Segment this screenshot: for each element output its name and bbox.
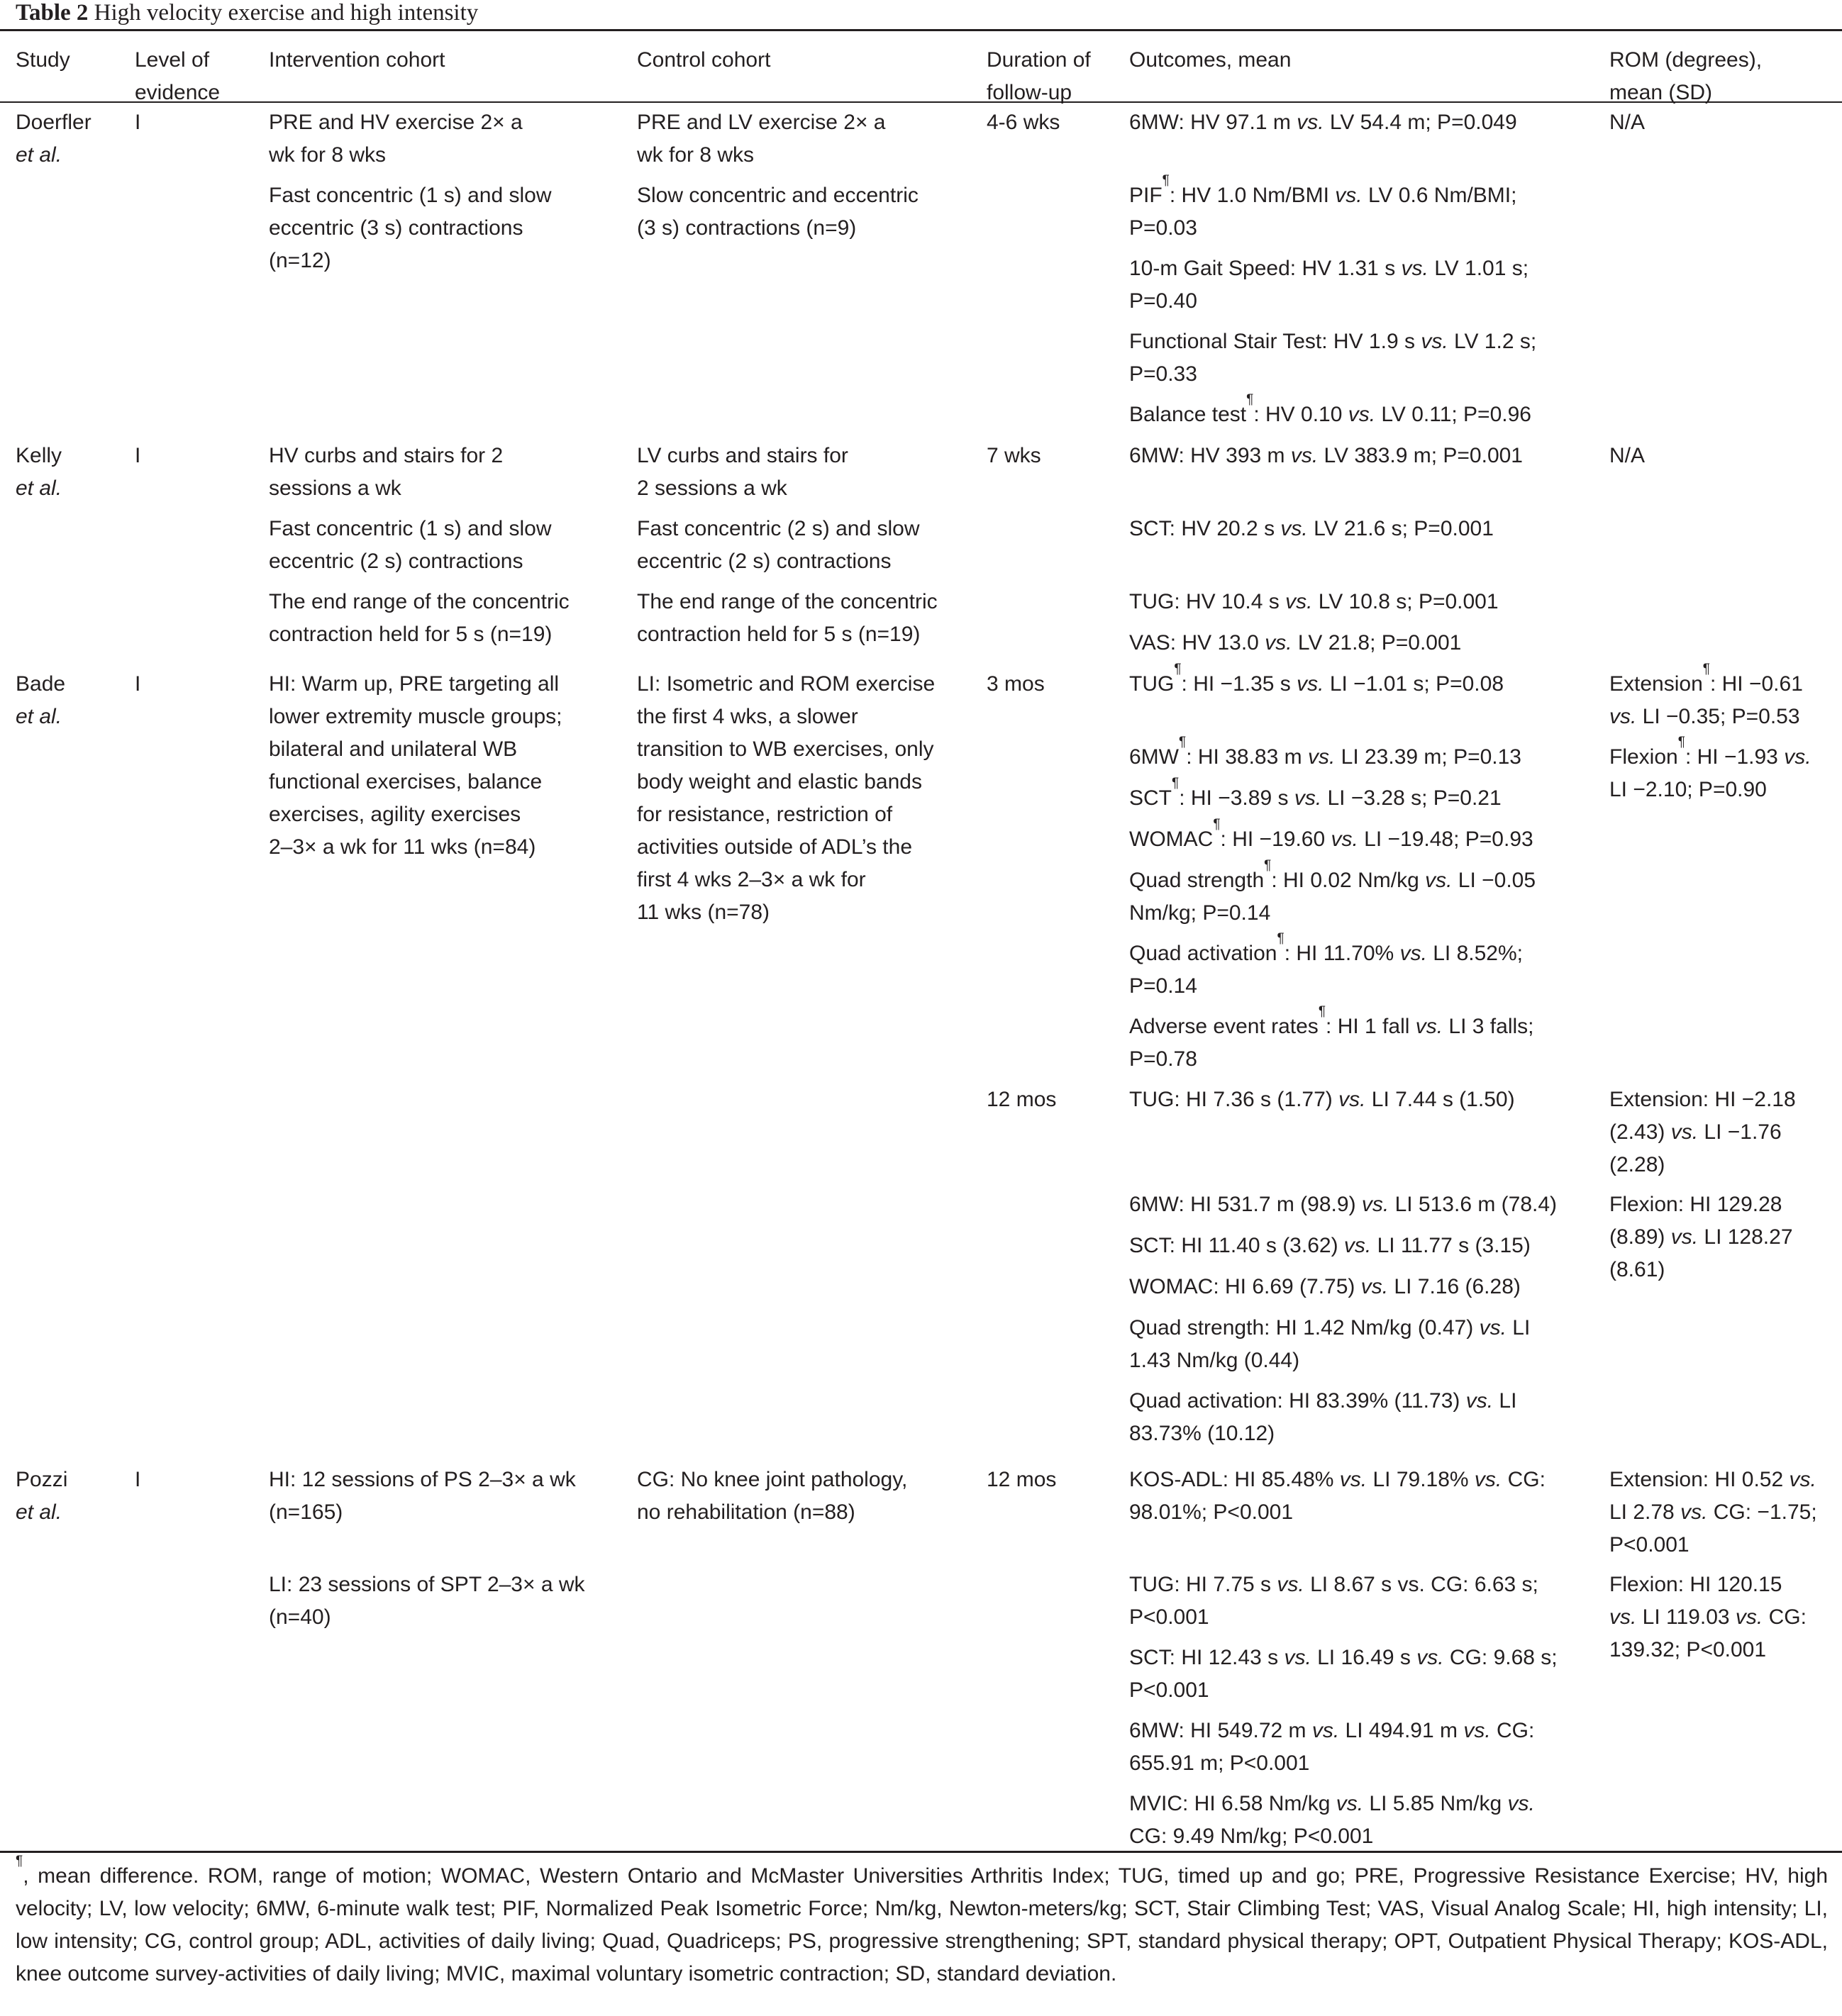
cell-outcome: SCT: HV 20.2 s vs. LV 21.6 s; P=0.001 <box>1129 517 1494 540</box>
cell-duration: 12 mos <box>987 1468 1057 1491</box>
cell-study: Pozzi et al. <box>16 1468 68 1524</box>
header-level-of-evidence: Level of evidence <box>135 48 221 104</box>
cell-rom: Flexion: HI 129.28 (8.89) vs. LI 128.27 (8.61) <box>1609 1193 1793 1281</box>
cell-rom: Extension: HI 0.52 vs. LI 2.78 vs. CG: −1.75; P<0.001 <box>1609 1468 1817 1556</box>
header-outcome: Outcomes, mean <box>1129 48 1292 72</box>
cell-outcome: 6MW: HI 531.7 m (98.9) vs. LI 513.6 m (78.4) <box>1129 1193 1558 1216</box>
cell-outcome: TUG: HI 7.75 s vs. LI 8.67 s vs. CG: 6.63 s; P<0.001 <box>1129 1573 1538 1629</box>
cell-intervention-cohort: LI: 23 sessions of SPT 2–3× a wk (n=40) <box>269 1573 585 1629</box>
cell-intervention-cohort: Fast concentric (1 s) and slow eccentric (3 s) contractions (n=12) <box>269 184 552 272</box>
cell-intervention-cohort: The end range of the concentric contraction held for 5 s (n=19) <box>269 590 570 646</box>
bottom-rule <box>0 1851 1842 1853</box>
cell-control-cohort: The end range of the concentric contraction held for 5 s (n=19) <box>637 590 938 646</box>
header-study: Study <box>16 48 70 72</box>
cell-outcome: Quad activation: HI 83.39% (11.73) vs. LI 83.73% (10.12) <box>1129 1389 1517 1445</box>
cell-study: Bade et al. <box>16 672 66 728</box>
cell-outcome: WOMAC: HI 6.69 (7.75) vs. LI 7.16 (6.28) <box>1129 1275 1521 1298</box>
cell-duration: 7 wks <box>987 444 1041 467</box>
cell-outcome: Balance test¶: HV 0.10 vs. LV 0.11; P=0.96 <box>1129 392 1531 426</box>
cell-study: Kelly et al. <box>16 444 62 500</box>
cell-intervention-cohort: HI: 12 sessions of PS 2–3× a wk (n=165) <box>269 1468 576 1524</box>
cell-outcome: SCT: HI 12.43 s vs. LI 16.49 s vs. CG: 9.68 s; P<0.001 <box>1129 1646 1558 1702</box>
cell-control-cohort: LI: Isometric and ROM exercise the first 4 wks, a slower transition to WB exercises, only body weight and elastic bands for resistance, restriction of activities outside of ADL’s the first 4 wks 2–3× a wk for 11 wks (n=78) <box>637 672 936 924</box>
cell-outcome: TUG: HI 7.36 s (1.77) vs. LI 7.44 s (1.50) <box>1129 1088 1515 1111</box>
cell-outcome: 6MW: HV 97.1 m vs. LV 54.4 m; P=0.049 <box>1129 111 1517 134</box>
cell-rom: Flexion: HI 120.15 vs. LI 119.03 vs. CG: 139.32; P<0.001 <box>1609 1573 1807 1661</box>
cell-study: Doerfler et al. <box>16 111 91 167</box>
cell-level-of-evidence: I <box>135 672 141 696</box>
cell-outcome: 10-m Gait Speed: HV 1.31 s vs. LV 1.01 s; P=0.40 <box>1129 257 1529 313</box>
header-control-cohort: Control cohort <box>637 48 771 72</box>
header-duration: Duration of follow-up <box>987 48 1091 104</box>
table-caption <box>16 0 478 26</box>
cell-outcome: 6MW¶: HI 38.83 m vs. LI 23.39 m; P=0.13 <box>1129 735 1521 769</box>
cell-outcome: SCT¶: HI −3.89 s vs. LI −3.28 s; P=0.21 <box>1129 776 1502 810</box>
cell-rom: N/A <box>1609 111 1646 134</box>
top-rule <box>0 29 1842 31</box>
cell-outcome: Quad activation¶: HI 11.70% vs. LI 8.52%; P=0.14 <box>1129 931 1523 998</box>
table-title: High velocity exercise and high intensity <box>94 0 479 26</box>
cell-outcome: MVIC: HI 6.58 Nm/kg vs. LI 5.85 Nm/kg vs. CG: 9.49 Nm/kg; P<0.001 <box>1129 1792 1535 1848</box>
cell-control-cohort: LV curbs and stairs for 2 sessions a wk <box>637 444 848 500</box>
cell-duration: 3 mos <box>987 672 1045 696</box>
cell-outcome: TUG: HV 10.4 s vs. LV 10.8 s; P=0.001 <box>1129 590 1499 613</box>
cell-outcome: Adverse event rates¶: HI 1 fall vs. LI 3 falls; P=0.78 <box>1129 1004 1534 1071</box>
cell-duration: 12 mos <box>987 1088 1057 1111</box>
cell-outcome: TUG¶: HI −1.35 s vs. LI −1.01 s; P=0.08 <box>1129 662 1504 696</box>
cell-control-cohort: Fast concentric (2 s) and slow eccentric (2 s) contractions <box>637 517 920 573</box>
table-number: Table 2 <box>16 0 89 26</box>
cell-duration: 4-6 wks <box>987 111 1060 134</box>
cell-outcome: Quad strength¶: HI 0.02 Nm/kg vs. LI −0.05 Nm/kg; P=0.14 <box>1129 858 1536 925</box>
cell-level-of-evidence: I <box>135 444 141 467</box>
cell-outcome: KOS-ADL: HI 85.48% vs. LI 79.18% vs. CG: 98.01%; P<0.001 <box>1129 1468 1546 1524</box>
cell-intervention-cohort: Fast concentric (1 s) and slow eccentric (2 s) contractions <box>269 517 552 573</box>
cell-level-of-evidence: I <box>135 111 141 134</box>
table-footnote: ¶, mean difference. ROM, range of motion; WOMAC, Western Ontario and McMaster Universities Arthritis Index; TUG, timed up and go; PRE, Progressive Resistance Exercise; HV, high velocity; LV, low velocity; 6MW, 6-minute walk test; PIF, Normalized Peak Isometric Force; Nm/kg, Newton-meters/kg; SCT, Stair Climbing Test; VAS, Visual Analog Scale; HI, high intensity; LI, low intensity; CG, control group; ADL, activities of daily living; Quad, Quadriceps; PS, progressive strengthening; SPT, standard physical therapy; OPT, Outpatient Physical Therapy; KOS-ADL, knee outcome survey-activities of daily living; MVIC, maximal voluntary isometric contraction; SD, standard deviation. <box>16 1854 1828 1986</box>
cell-outcome: Functional Stair Test: HV 1.9 s vs. LV 1.2 s; P=0.33 <box>1129 330 1537 386</box>
cell-rom: Extension¶: HI −0.61 vs. LI −0.35; P=0.53 <box>1609 662 1803 728</box>
cell-outcome: Quad strength: HI 1.42 Nm/kg (0.47) vs. LI 1.43 Nm/kg (0.44) <box>1129 1316 1531 1372</box>
cell-outcome: VAS: HV 13.0 vs. LV 21.8; P=0.001 <box>1129 631 1462 655</box>
cell-intervention-cohort: HV curbs and stairs for 2 sessions a wk <box>269 444 504 500</box>
cell-control-cohort: CG: No knee joint pathology, no rehabilitation (n=88) <box>637 1468 908 1524</box>
header-rule <box>0 101 1842 103</box>
cell-level-of-evidence: I <box>135 1468 141 1491</box>
cell-outcome: 6MW: HI 549.72 m vs. LI 494.91 m vs. CG: 655.91 m; P<0.001 <box>1129 1719 1535 1775</box>
cell-rom: N/A <box>1609 444 1646 467</box>
cell-rom: Extension: HI −2.18 (2.43) vs. LI −1.76 (2.28) <box>1609 1088 1796 1176</box>
cell-control-cohort: Slow concentric and eccentric (3 s) contractions (n=9) <box>637 184 919 240</box>
cell-outcome: 6MW: HV 393 m vs. LV 383.9 m; P=0.001 <box>1129 444 1523 467</box>
cell-outcome: PIF¶: HV 1.0 Nm/BMI vs. LV 0.6 Nm/BMI; P=0.03 <box>1129 173 1517 240</box>
header-rom: ROM (degrees), mean (SD) <box>1609 48 1763 104</box>
cell-intervention-cohort: HI: Warm up, PRE targeting all lower extremity muscle groups; bilateral and unilateral WB functional exercises, balance exercises, agility exercises 2–3× a wk for 11 wks (n=84) <box>269 672 562 859</box>
cell-control-cohort: PRE and LV exercise 2× a wk for 8 wks <box>637 111 886 167</box>
cell-outcome: WOMAC¶: HI −19.60 vs. LI −19.48; P=0.93 <box>1129 817 1533 851</box>
cell-intervention-cohort: PRE and HV exercise 2× a wk for 8 wks <box>269 111 523 167</box>
cell-rom: Flexion¶: HI −1.93 vs. LI −2.10; P=0.90 <box>1609 735 1812 801</box>
header-intervention-cohort: Intervention cohort <box>269 48 445 72</box>
cell-outcome: SCT: HI 11.40 s (3.62) vs. LI 11.77 s (3.15) <box>1129 1234 1531 1257</box>
